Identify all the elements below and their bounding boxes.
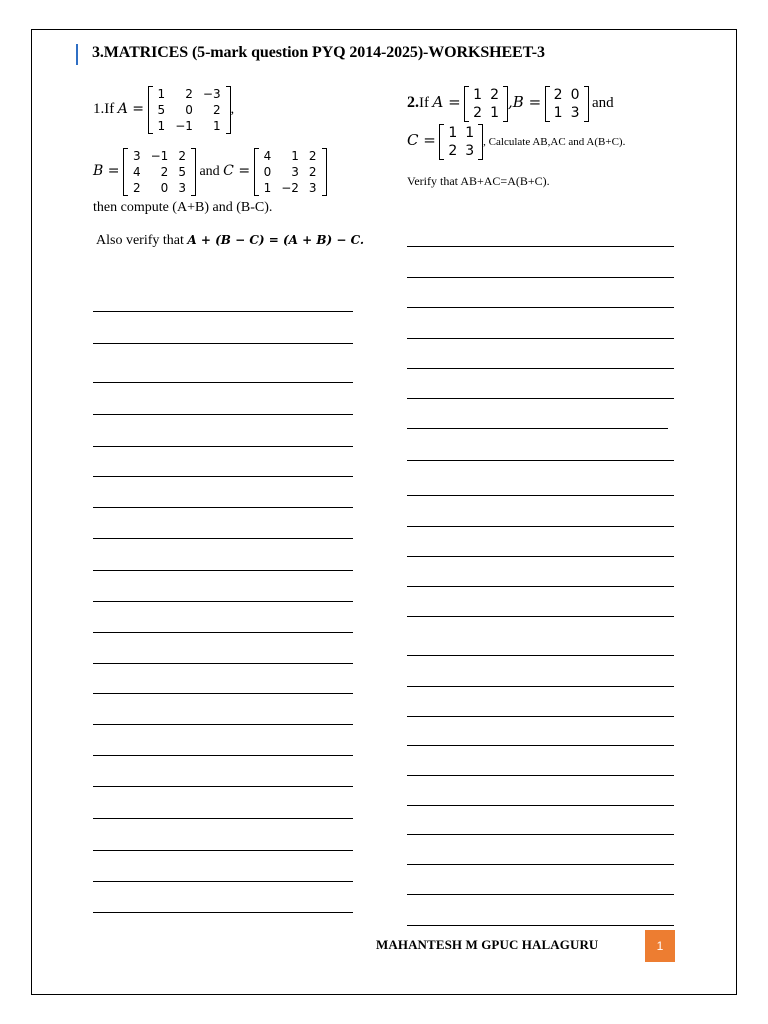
matrix-q1-c [254,148,327,196]
matrix-cell: 4 [263,149,272,163]
matrix-cell: −3 [202,87,221,101]
matrix-cell: 1 [263,181,272,195]
page-title: 3.MATRICES (5-mark question PYQ 2014-2025)-WORKSHEET-3 [92,44,545,61]
matrix-row [153,86,226,102]
matrix-cell: 3 [465,143,475,159]
matrix-cell: 5 [178,165,186,179]
matrix-cell: −2 [281,181,299,195]
answer-line [407,398,674,399]
answer-line [407,246,674,247]
matrix-cell: −1 [175,119,193,133]
q1-then-text: then compute (A+B) and (B-C). [93,200,273,215]
answer-line [407,338,674,339]
matrix-row [469,104,503,122]
matrix-cell: 3 [308,181,317,195]
answer-line [93,343,353,344]
answer-line [407,716,674,717]
answer-line [93,663,353,664]
answer-line [407,616,674,617]
answer-line [407,775,674,776]
matrix-cell: 3 [132,149,141,163]
matrix-row [128,148,191,164]
matrix-cell: 2 [185,87,193,101]
matrix-cell: 2 [490,87,500,103]
answer-line [93,538,353,539]
q2-b-label: ,B = [508,93,542,112]
matrix-q2-c [439,124,483,160]
matrix-cell: 1 [553,105,563,121]
q1-b-label: B = [93,163,120,180]
answer-line [93,414,353,415]
q2-if-text: If [419,95,429,112]
matrix-q1-b [123,148,196,196]
q1-line-a [93,86,234,134]
q1-line-bc [93,148,327,196]
answer-line [407,368,674,369]
q1-verify [96,233,364,249]
answer-line [93,570,353,571]
answer-line [93,507,353,508]
q2-and-text: and [592,95,614,112]
answer-line [93,724,353,725]
matrix-cell: 2 [160,165,169,179]
answer-line [407,526,674,527]
matrix-cell: 4 [132,165,141,179]
q2-c-label: C = [407,131,436,150]
matrix-cell: 1 [473,87,483,103]
matrix-cell: 1 [465,125,475,141]
answer-line [407,686,674,687]
answer-line [407,428,668,429]
answer-line [93,632,353,633]
matrix-cell: 2 [178,149,186,163]
matrix-cell: 1 [448,125,458,141]
q2-calc-text: , Calculate AB,AC and A(B+C). [483,136,626,149]
matrix-cell: 0 [263,165,272,179]
matrix-cell: −1 [150,149,169,163]
answer-line [407,586,674,587]
footer-author: MAHANTESH M GPUC HALAGURU [376,937,599,952]
matrix-row [259,164,322,180]
answer-line [407,805,674,806]
matrix-row [444,142,478,160]
answer-line [93,850,353,851]
answer-line [93,881,353,882]
matrix-row [259,180,322,196]
answer-line [93,755,353,756]
answer-line [93,601,353,602]
answer-line [93,446,353,447]
q2-line-c [407,124,625,160]
matrix-row [128,180,191,196]
matrix-cell: 0 [185,103,193,117]
q1-a-after: , [230,102,235,118]
answer-line [407,894,674,895]
answer-line [93,311,353,312]
heading-accent-bar [76,44,78,65]
matrix-cell: 2 [473,105,483,121]
q2-a-label: A = [432,93,461,112]
answer-line [407,307,674,308]
matrix-row [128,164,191,180]
answer-line [407,495,674,496]
matrix-cell: 2 [553,87,563,103]
answer-line [407,925,674,926]
matrix-cell: 3 [570,105,580,121]
answer-line [93,912,353,913]
matrix-row [444,124,478,142]
answer-line [407,277,674,278]
matrix-cell: 1 [291,149,299,163]
answer-line [93,818,353,819]
matrix-cell: 1 [490,105,500,121]
answer-line [93,382,353,383]
matrix-q2-a [464,86,508,122]
q1-c-label: C = [223,163,251,180]
q1-prefix: 1.If [93,101,115,118]
matrix-cell: 0 [570,87,580,103]
matrix-cell: 3 [178,181,186,195]
matrix-row [259,148,322,164]
answer-line [407,655,674,656]
matrix-cell: 2 [212,103,221,117]
answer-line [407,745,674,746]
page-number-badge: 1 [645,930,675,962]
matrix-row [153,102,226,118]
matrix-row [550,86,584,104]
q2-verify-text: Verify that AB+AC=A(B+C). [407,174,550,188]
matrix-cell: 3 [291,165,299,179]
answer-line [407,834,674,835]
matrix-cell: 1 [157,87,166,101]
answer-line [407,556,674,557]
q1-verify-text: Also verify that [96,233,184,248]
matrix-q2-b [545,86,589,122]
matrix-row [153,118,226,134]
answer-line [93,476,353,477]
matrix-row [550,104,584,122]
q1-and-text: and [199,164,220,180]
answer-line [407,460,674,461]
matrix-cell: 1 [157,119,166,133]
matrix-cell: 1 [212,119,221,133]
answer-line [407,864,674,865]
q1-a-label: A = [117,101,145,118]
matrix-cell: 0 [160,181,169,195]
q1-verify-expr: A + (B − C) = (A + B) − C. [187,233,365,247]
matrix-row [469,86,503,104]
matrix-cell: 5 [157,103,166,117]
answer-line [93,693,353,694]
q2-line-ab [407,86,614,122]
matrix-cell: 2 [132,181,141,195]
answer-line [93,786,353,787]
matrix-q1-a [148,86,231,134]
q2-prefix: 2. [407,94,419,112]
matrix-cell: 2 [308,149,317,163]
matrix-cell: 2 [448,143,458,159]
matrix-cell: 2 [308,165,317,179]
